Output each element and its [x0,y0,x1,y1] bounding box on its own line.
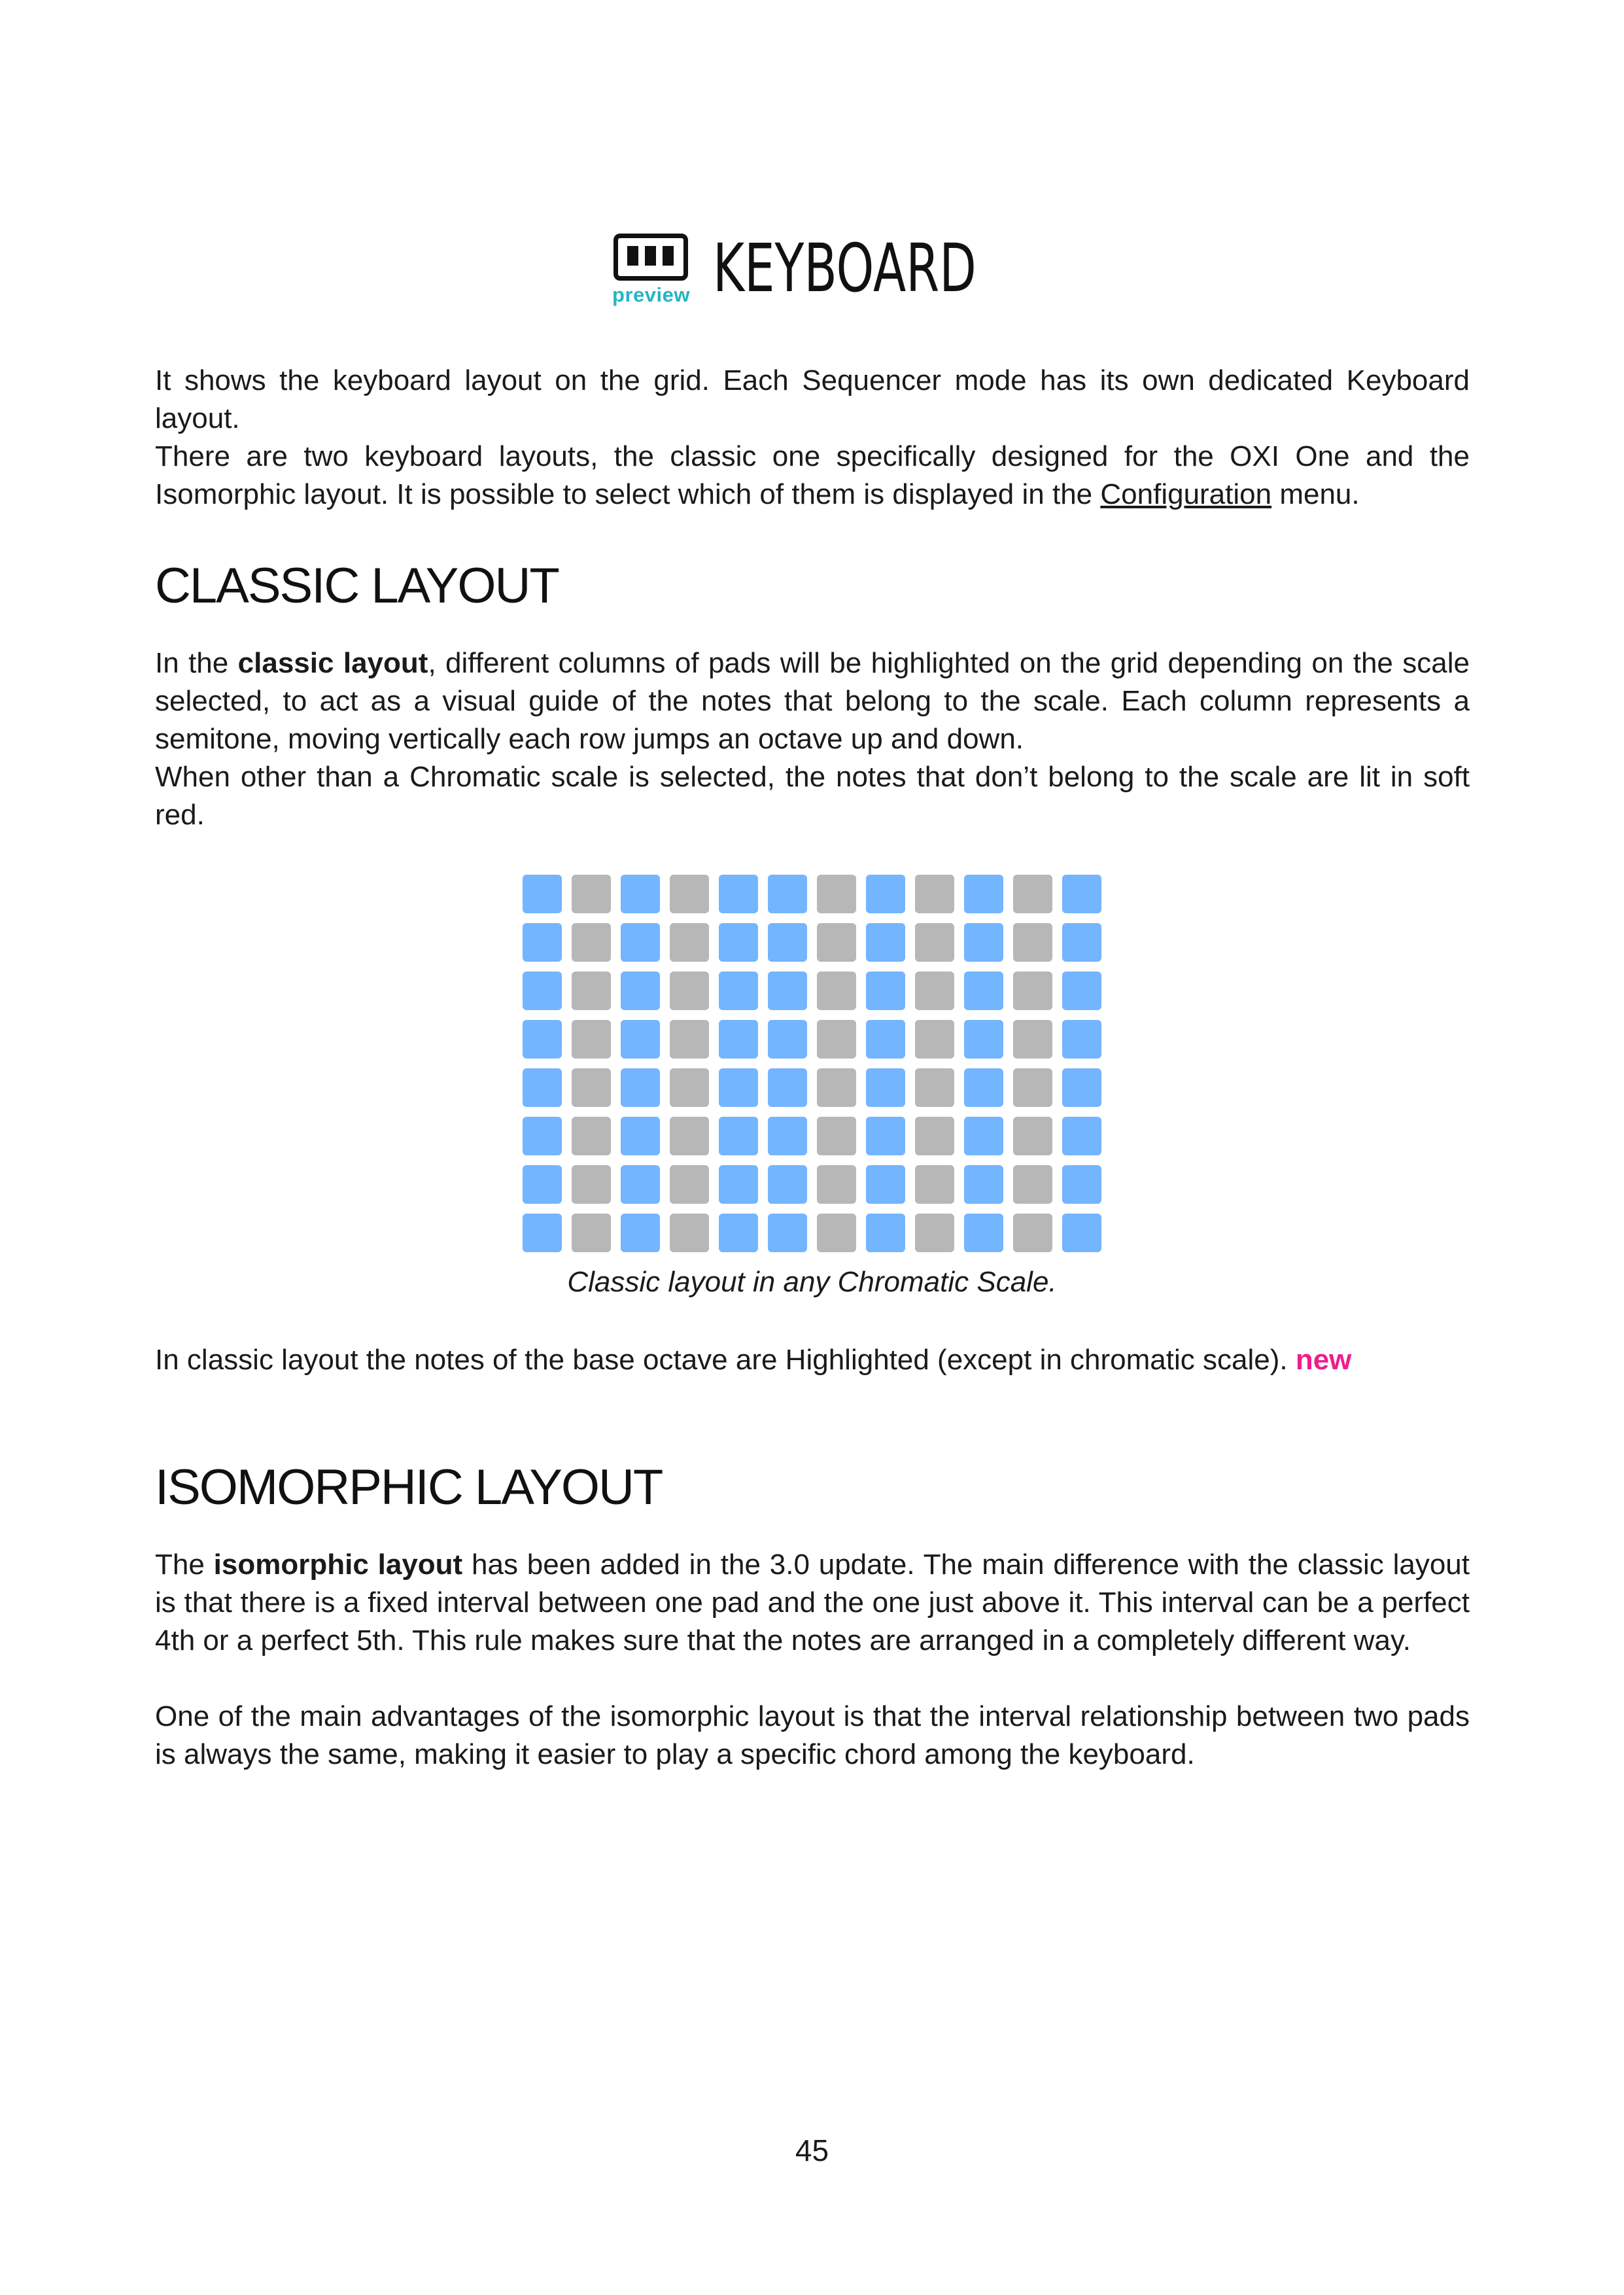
grid-pad [866,972,905,1010]
grid-pad [572,1165,611,1204]
grid-pad [866,1117,905,1155]
classic-paragraph-1 [155,644,1470,758]
grid-pad [1013,1214,1052,1252]
grid-pad [670,875,709,913]
grid-pad [1062,1214,1101,1252]
grid-pad [1062,875,1101,913]
grid-pad [768,1068,807,1107]
grid-pad [964,972,1003,1010]
keyboard-frame [613,234,688,281]
intro-paragraph-1: It shows the keyboard layout on the grid. Each Sequencer mode has its own dedicated Keyboard layout. [155,364,1470,434]
grid-pad [915,1020,954,1059]
grid-pad [621,1068,660,1107]
black-key-2 [645,246,656,266]
grid-pad [1013,1068,1052,1107]
grid-pad [964,1165,1003,1204]
grid-pad [915,1214,954,1252]
grid-pad [1013,1020,1052,1059]
grid-pad [866,1020,905,1059]
grid-pad [523,1214,562,1252]
grid-pad [1013,972,1052,1010]
isomorphic-paragraph-2: One of the main advantages of the isomorphic layout is that the interval relationship between two pads is always the same, making it easier to play a specific chord among the keyboard. [155,1700,1470,1770]
grid-pad [621,1165,660,1204]
grid-pad [1013,1117,1052,1155]
grid-pad [817,923,856,962]
grid-pad [621,923,660,962]
configuration-link[interactable]: Configuration [1100,478,1272,510]
grid-pad [670,1117,709,1155]
grid-pad [964,923,1003,962]
grid-pad [817,1214,856,1252]
grid-pad [621,972,660,1010]
classic-note [155,1341,1470,1379]
grid-pad [1062,923,1101,962]
new-badge: new [1295,1344,1352,1376]
grid-pad [1062,972,1101,1010]
grid-pad [817,875,856,913]
grid-pad [621,1117,660,1155]
classic-bold: classic layout [237,647,428,679]
preview-label: preview [612,283,690,306]
grid-pad [1013,923,1052,962]
intro-paragraph-2 [155,438,1470,514]
grid-pad [621,1020,660,1059]
grid-pad [670,923,709,962]
intro-text-a: There are two keyboard layouts, the classic one specifically designed for the OXI One and the Isomorphic layout. It is possible to select which of them is displayed in the [155,440,1470,510]
grid-pad [915,875,954,913]
grid-pad [768,923,807,962]
grid-pad [1013,1165,1052,1204]
grid-pad [915,1068,954,1107]
grid-pad [817,1020,856,1059]
grid-pad [817,972,856,1010]
isomorphic-text-b: has been added in the 3.0 update. The main difference with the classic layout is that there is a fixed interval between one pad and the one just above it. This interval can be a perfect 4th or a perfect 5th. This rule makes sure that the notes are arranged in a completely different way. [155,1549,1470,1656]
grid-pad [670,1214,709,1252]
classic-text-a: In the [155,647,238,679]
isomorphic-layout-heading: ISOMORPHIC LAYOUT [155,1460,663,1515]
grid-pad [1062,1165,1101,1204]
grid-pad [572,972,611,1010]
grid-pad [523,972,562,1010]
grid-pad [817,1117,856,1155]
classic-note-text: In classic layout the notes of the base octave are Highlighted (except in chromatic scale). [155,1344,1296,1376]
grid-pad [915,972,954,1010]
grid-pad [719,972,758,1010]
grid-pad [768,1117,807,1155]
grid-pad [719,1165,758,1204]
grid-pad [523,875,562,913]
grid-pad [719,1117,758,1155]
grid-pad [866,1214,905,1252]
grid-pad [670,972,709,1010]
grid-pad [817,1165,856,1204]
grid-pad [670,1020,709,1059]
grid-pad [523,1020,562,1059]
grid-pad [768,1165,807,1204]
classic-text-b: , different columns of pads will be highlighted on the grid depending on the scale selected, to act as a visual guide of the notes that belong to the scale. Each column represents a semitone, moving vertically each row jumps an octave up and down. [155,647,1470,755]
black-key-3 [663,246,674,266]
grid-pad [866,1068,905,1107]
page-title: KEYBOARD [712,230,976,307]
grid-pad [523,923,562,962]
grid-pad [1013,875,1052,913]
black-key-1 [627,246,638,266]
grid-pad [621,875,660,913]
grid-pad [719,1068,758,1107]
grid-pad [866,923,905,962]
grid-pad [964,1214,1003,1252]
grid-pad [915,1165,954,1204]
isomorphic-bold: isomorphic layout [213,1549,463,1581]
grid-pad [572,1117,611,1155]
grid-pad [964,875,1003,913]
grid-pad [768,972,807,1010]
grid-pad [719,1020,758,1059]
page-number: 45 [795,2133,829,2167]
classic-paragraph-2: When other than a Chromatic scale is selected, the notes that don’t belong to the scale are lit in soft red. [155,761,1470,831]
grid-pad [866,875,905,913]
grid-pad [1062,1068,1101,1107]
grid-pad [817,1068,856,1107]
grid-pad [964,1020,1003,1059]
classic-layout-heading: CLASSIC LAYOUT [155,558,559,614]
grid-pad [915,923,954,962]
grid-pad [523,1117,562,1155]
grid-pad [523,1165,562,1204]
grid-pad [670,1165,709,1204]
grid-caption: Classic layout in any Chromatic Scale. [567,1266,1057,1298]
grid-pad [572,923,611,962]
isomorphic-paragraph-1 [155,1546,1470,1660]
classic-layout-pad-grid [523,875,1101,1252]
grid-pad [719,875,758,913]
grid-pad [572,1068,611,1107]
page-header [0,226,1624,312]
grid-pad [964,1117,1003,1155]
grid-pad [621,1214,660,1252]
grid-pad [964,1068,1003,1107]
grid-pad [768,1214,807,1252]
grid-pad [523,1068,562,1107]
grid-pad [670,1068,709,1107]
grid-pad [572,1020,611,1059]
grid-pad [719,923,758,962]
grid-pad [866,1165,905,1204]
grid-pad [915,1117,954,1155]
grid-pad [1062,1117,1101,1155]
isomorphic-text-a: The [155,1549,214,1581]
grid-pad [572,875,611,913]
grid-pad [768,875,807,913]
grid-pad [1062,1020,1101,1059]
intro-text-b: menu. [1271,478,1360,510]
grid-pad [572,1214,611,1252]
keyboard-preview-icon [611,234,696,312]
grid-pad [768,1020,807,1059]
grid-pad [719,1214,758,1252]
